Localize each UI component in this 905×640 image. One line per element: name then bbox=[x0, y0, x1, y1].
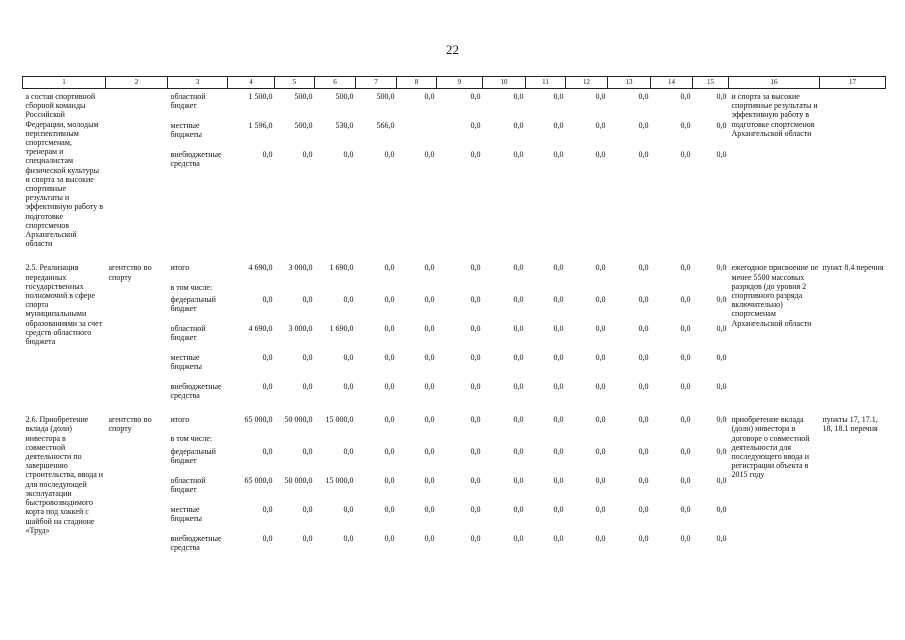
value-cell-col-4: 4 690,0 bbox=[248, 263, 273, 273]
value-cell-col-12: 0,0 bbox=[595, 323, 606, 333]
value-cell-col-6: 0,0 bbox=[343, 446, 354, 456]
value-cell-col-8: 0,0 bbox=[424, 323, 435, 333]
reference-cell: пункт 8.4 перечня bbox=[822, 263, 884, 273]
value-cell-col-5: 3 000,0 bbox=[288, 263, 313, 273]
funding-source-cell bbox=[168, 260, 228, 291]
value-cell-col-5: 0,0 bbox=[302, 294, 313, 304]
value-cell-col-12: 0,0 bbox=[595, 294, 606, 304]
indicator-cell: и спорта за высокие спортивные результаты и эффективную работу в подготовке спортсменов Архангельской области bbox=[731, 92, 818, 138]
value-cell-col-14: 0,0 bbox=[680, 120, 691, 130]
column-number-17: 17 bbox=[820, 77, 886, 89]
value-cell-col-11: 0,0 bbox=[553, 263, 564, 273]
value-cell-col-14: 0,0 bbox=[680, 475, 691, 485]
value-cell-col-14: 0,0 bbox=[680, 381, 691, 391]
value-cell-col-8: 0,0 bbox=[424, 415, 435, 425]
funding-source-cell bbox=[168, 379, 228, 400]
value-cell-col-7: 0,0 bbox=[384, 294, 395, 304]
value-cell-col-5: 3 000,0 bbox=[288, 323, 313, 333]
table-body bbox=[23, 89, 886, 553]
value-cell-col-14: 0,0 bbox=[680, 446, 691, 456]
column-number-3: 3 bbox=[168, 77, 228, 89]
value-cell-col-10: 0,0 bbox=[513, 323, 524, 333]
funding-source-label: итого bbox=[170, 415, 190, 425]
funding-source-label: внебюджетные средства bbox=[170, 533, 222, 552]
funding-source-cell bbox=[168, 473, 228, 502]
value-cell-col-11: 0,0 bbox=[553, 475, 564, 485]
value-cell-col-15: 0,0 bbox=[716, 446, 727, 456]
including-label: в том числе: bbox=[170, 434, 213, 444]
value-cell-col-10: 0,0 bbox=[513, 294, 524, 304]
column-number-8: 8 bbox=[397, 77, 437, 89]
value-cell-col-14: 0,0 bbox=[680, 294, 691, 304]
funding-source-cell bbox=[168, 292, 228, 321]
value-cell-col-12: 0,0 bbox=[595, 120, 606, 130]
value-cell-col-9: 0,0 bbox=[470, 381, 481, 391]
value-cell-col-15: 0,0 bbox=[716, 352, 727, 362]
funding-source-label: местные бюджеты bbox=[170, 120, 203, 139]
column-number-11: 11 bbox=[526, 77, 566, 89]
value-cell-col-12: 0,0 bbox=[595, 475, 606, 485]
value-cell-col-6: 1 690,0 bbox=[329, 323, 354, 333]
value-cell-col-15: 0,0 bbox=[716, 533, 727, 543]
value-cell-col-9: 0,0 bbox=[470, 475, 481, 485]
including-label: в том числе: bbox=[170, 282, 213, 292]
value-cell-col-6: 500,0 bbox=[335, 92, 354, 101]
column-number-15: 15 bbox=[693, 77, 729, 89]
reference-cell: пункты 17, 17.1, 18, 18.1 перечня bbox=[822, 415, 878, 434]
funding-source-label: итого bbox=[170, 263, 190, 273]
column-number-16: 16 bbox=[729, 77, 820, 89]
value-cell-col-6: 0,0 bbox=[343, 294, 354, 304]
value-cell-col-15: 0,0 bbox=[716, 415, 727, 425]
value-cell-col-4: 65 000,0 bbox=[244, 475, 273, 485]
column-number-10: 10 bbox=[483, 77, 526, 89]
column-number-7: 7 bbox=[356, 77, 397, 89]
value-cell-col-11: 0,0 bbox=[553, 92, 564, 101]
value-cell-col-5: 50 000,0 bbox=[284, 415, 313, 425]
value-cell-col-8: 0,0 bbox=[424, 381, 435, 391]
value-cell-col-15: 0,0 bbox=[716, 323, 727, 333]
value-cell-col-13: 0,0 bbox=[638, 294, 649, 304]
value-cell-col-11: 0,0 bbox=[553, 352, 564, 362]
value-cell-col-14: 0,0 bbox=[680, 149, 691, 159]
value-cell-col-4: 0,0 bbox=[262, 294, 273, 304]
value-cell-col-13: 0,0 bbox=[638, 381, 649, 391]
column-number-5: 5 bbox=[275, 77, 315, 89]
value-cell-col-13: 0,0 bbox=[638, 92, 649, 101]
value-cell-col-6: 0,0 bbox=[343, 149, 354, 159]
value-cell-col-11: 0,0 bbox=[553, 294, 564, 304]
value-cell-col-6: 0,0 bbox=[343, 352, 354, 362]
value-cell-col-14: 0,0 bbox=[680, 263, 691, 273]
value-cell-col-8: 0,0 bbox=[424, 504, 435, 514]
value-cell-col-14: 0,0 bbox=[680, 533, 691, 543]
funding-source-label: внебюджетные средства bbox=[170, 149, 222, 168]
value-cell-col-6: 15 000,0 bbox=[325, 475, 354, 485]
spacer-cell bbox=[23, 248, 886, 260]
value-cell-col-9: 0,0 bbox=[470, 415, 481, 425]
value-cell-col-7: 500,0 bbox=[376, 92, 395, 101]
block-spacer bbox=[23, 248, 886, 260]
value-cell-col-13: 0,0 bbox=[638, 263, 649, 273]
executor-cell bbox=[106, 89, 168, 249]
value-cell-col-6: 1 690,0 bbox=[329, 263, 354, 273]
funding-source-cell bbox=[168, 502, 228, 531]
value-cell-col-7: 0,0 bbox=[384, 149, 395, 159]
value-cell-col-7: 0,0 bbox=[384, 446, 395, 456]
value-cell-col-8: 0,0 bbox=[424, 149, 435, 159]
value-cell-col-14: 0,0 bbox=[680, 323, 691, 333]
value-cell-col-10: 0,0 bbox=[513, 381, 524, 391]
funding-source-cell bbox=[168, 444, 228, 473]
value-cell-col-9: 0,0 bbox=[470, 533, 481, 543]
value-cell-col-13: 0,0 bbox=[638, 475, 649, 485]
value-cell-col-9: 0,0 bbox=[470, 352, 481, 362]
value-cell-col-10: 0,0 bbox=[513, 149, 524, 159]
block-spacer bbox=[23, 400, 886, 412]
funding-source-cell bbox=[168, 350, 228, 379]
value-cell-col-14: 0,0 bbox=[680, 415, 691, 425]
value-cell-col-9: 0,0 bbox=[470, 120, 481, 130]
value-cell-col-11: 0,0 bbox=[553, 381, 564, 391]
value-cell-col-7: 0,0 bbox=[384, 533, 395, 543]
value-cell-col-15: 0,0 bbox=[716, 149, 727, 159]
value-cell-col-10: 0,0 bbox=[513, 263, 524, 273]
value-cell-col-10: 0,0 bbox=[513, 475, 524, 485]
value-cell-col-8: 0,0 bbox=[424, 475, 435, 485]
value-cell-col-12: 0,0 bbox=[595, 415, 606, 425]
value-cell-col-7: 0,0 bbox=[384, 323, 395, 333]
value-cell-col-7: 0,0 bbox=[384, 352, 395, 362]
value-cell-col-10: 0,0 bbox=[513, 352, 524, 362]
value-cell-col-12: 0,0 bbox=[595, 352, 606, 362]
funding-source-label: областной бюджет bbox=[170, 92, 206, 111]
value-cell-col-8: 0,0 bbox=[424, 263, 435, 273]
value-cell-col-7: 0,0 bbox=[384, 504, 395, 514]
indicator-cell: приобретение вклада (доли) инвестора в договоре о совместной деятельности для последующего ввода и регистрации объекта в 2015 году bbox=[731, 415, 810, 480]
value-cell-col-12: 0,0 bbox=[595, 92, 606, 101]
value-cell-col-15: 0,0 bbox=[716, 263, 727, 273]
value-cell-col-5: 0,0 bbox=[302, 352, 313, 362]
value-cell-col-5: 0,0 bbox=[302, 149, 313, 159]
value-cell-col-4: 0,0 bbox=[262, 149, 273, 159]
value-cell-col-13: 0,0 bbox=[638, 504, 649, 514]
executor-cell: агентство по спорту bbox=[108, 415, 152, 434]
value-cell-col-13: 0,0 bbox=[638, 120, 649, 130]
column-number-2: 2 bbox=[106, 77, 168, 89]
program-table bbox=[22, 76, 886, 552]
value-cell-col-6: 0,0 bbox=[343, 533, 354, 543]
column-number-12: 12 bbox=[566, 77, 608, 89]
value-cell-col-5: 0,0 bbox=[302, 446, 313, 456]
value-cell-col-8: 0,0 bbox=[424, 352, 435, 362]
column-number-14: 14 bbox=[651, 77, 693, 89]
value-cell-col-12: 0,0 bbox=[595, 263, 606, 273]
value-cell-col-9: 0,0 bbox=[470, 294, 481, 304]
table-row bbox=[23, 412, 886, 443]
executor-cell: агентство по спорту bbox=[108, 263, 152, 282]
value-cell-col-15: 0,0 bbox=[716, 381, 727, 391]
value-cell-col-12: 0,0 bbox=[595, 149, 606, 159]
funding-source-cell bbox=[168, 531, 228, 552]
funding-source-cell bbox=[168, 118, 228, 147]
page-number: 22 bbox=[446, 42, 459, 57]
value-cell-col-13: 0,0 bbox=[638, 533, 649, 543]
value-cell-col-4: 0,0 bbox=[262, 381, 273, 391]
value-cell-col-5: 50 000,0 bbox=[284, 475, 313, 485]
value-cell-col-14: 0,0 bbox=[680, 352, 691, 362]
value-cell-col-5: 0,0 bbox=[302, 533, 313, 543]
value-cell-col-12: 0,0 bbox=[595, 504, 606, 514]
funding-source-label: областной бюджет bbox=[170, 323, 206, 343]
value-cell-col-5: 0,0 bbox=[302, 504, 313, 514]
value-cell-col-15: 0,0 bbox=[716, 294, 727, 304]
funding-source-label: внебюджетные средства bbox=[170, 381, 222, 401]
value-cell-col-6: 0,0 bbox=[343, 381, 354, 391]
value-cell-col-10: 0,0 bbox=[513, 504, 524, 514]
value-cell-col-11: 0,0 bbox=[553, 415, 564, 425]
value-cell-col-9: 0,0 bbox=[470, 92, 481, 101]
value-cell-col-9: 0,0 bbox=[470, 323, 481, 333]
value-cell-col-5: 0,0 bbox=[302, 381, 313, 391]
measure-cell: 2.5. Реализация переданных государственных полномочий в сфере спорта муниципальными образованиями за счет средств областного бюджета bbox=[25, 263, 103, 347]
value-cell-col-4: 0,0 bbox=[262, 446, 273, 456]
value-cell-col-8: 0,0 bbox=[424, 294, 435, 304]
measure-cell: а состав спортивной сборной команды Российской Федерации, молодым перспективным спортсменам, тренерам и специалистам физической культуры и спорта за высокие спортивные результаты и эффективную работу в подготовке спортсменов Архангельской области bbox=[25, 92, 104, 249]
value-cell-col-10: 0,0 bbox=[513, 446, 524, 456]
table-row bbox=[23, 89, 886, 118]
value-cell-col-7: 0,0 bbox=[384, 381, 395, 391]
value-cell-col-10: 0,0 bbox=[513, 415, 524, 425]
value-cell-col-11: 0,0 bbox=[553, 120, 564, 130]
funding-source-cell bbox=[168, 321, 228, 350]
indicator-cell: ежегодное присвоение не менее 5500 массовых разрядов (до уровня 2 спортивного разряда включительно) спортсменам Архангельской области bbox=[731, 263, 819, 328]
value-cell-col-15: 0,0 bbox=[716, 475, 727, 485]
value-cell-col-8: 0,0 bbox=[424, 92, 435, 101]
value-cell-col-5: 500,0 bbox=[294, 92, 313, 101]
value-cell-col-11: 0,0 bbox=[553, 533, 564, 543]
funding-source-label: федеральный бюджет bbox=[170, 446, 216, 465]
value-cell-col-13: 0,0 bbox=[638, 323, 649, 333]
funding-source-label: федеральный бюджет bbox=[170, 294, 216, 314]
funding-source-cell bbox=[168, 412, 228, 443]
value-cell-col-8: 0,0 bbox=[424, 446, 435, 456]
column-number-6: 6 bbox=[315, 77, 356, 89]
value-cell-col-12: 0,0 bbox=[595, 533, 606, 543]
value-cell-col-10: 0,0 bbox=[513, 533, 524, 543]
measure-cell: 2.6. Приобретение вклада (доли) инвестора в совместной деятельности по завершению строительства, ввода и для последующей эксплуатации быстровозводимого корта под хоккей с шайбой на стадионе «Труд» bbox=[25, 415, 104, 535]
funding-source-cell bbox=[168, 147, 228, 249]
value-cell-col-11: 0,0 bbox=[553, 149, 564, 159]
value-cell-col-15: 0,0 bbox=[716, 504, 727, 514]
value-cell-col-5: 500,0 bbox=[294, 120, 313, 130]
value-cell-col-14: 0,0 bbox=[680, 504, 691, 514]
value-cell-col-4: 65 000,0 bbox=[244, 415, 273, 425]
column-number-4: 4 bbox=[228, 77, 275, 89]
value-cell-col-4: 0,0 bbox=[262, 533, 273, 543]
value-cell-col-9: 0,0 bbox=[470, 263, 481, 273]
value-cell-col-13: 0,0 bbox=[638, 415, 649, 425]
value-cell-col-8: 0,0 bbox=[424, 533, 435, 543]
value-cell-col-11: 0,0 bbox=[553, 446, 564, 456]
value-cell-col-6: 0,0 bbox=[343, 504, 354, 514]
value-cell-col-7: 0,0 bbox=[384, 415, 395, 425]
value-cell-col-12: 0,0 bbox=[595, 381, 606, 391]
value-cell-col-11: 0,0 bbox=[553, 504, 564, 514]
value-cell-col-7: 0,0 bbox=[384, 263, 395, 273]
value-cell-col-6: 530,0 bbox=[335, 120, 354, 130]
value-cell-col-8 bbox=[397, 118, 437, 147]
column-numbers-row bbox=[23, 77, 886, 89]
value-cell-col-13: 0,0 bbox=[638, 149, 649, 159]
value-cell-col-7: 0,0 bbox=[384, 475, 395, 485]
value-cell-col-12: 0,0 bbox=[595, 446, 606, 456]
column-number-9: 9 bbox=[437, 77, 483, 89]
value-cell-col-9: 0,0 bbox=[470, 446, 481, 456]
value-cell-col-4: 1 596,0 bbox=[248, 120, 273, 130]
value-cell-col-14: 0,0 bbox=[680, 92, 691, 101]
reference-cell bbox=[820, 89, 886, 249]
value-cell-col-4: 4 690,0 bbox=[248, 323, 273, 333]
table-row bbox=[23, 260, 886, 291]
value-cell-col-13: 0,0 bbox=[638, 446, 649, 456]
value-cell-col-7: 566,0 bbox=[376, 120, 395, 130]
value-cell-col-4: 1 500,0 bbox=[248, 92, 273, 101]
value-cell-col-9: 0,0 bbox=[470, 149, 481, 159]
funding-source-label: местные бюджеты bbox=[170, 352, 203, 372]
program-table-sheet bbox=[22, 76, 885, 552]
value-cell-col-15: 0,0 bbox=[716, 120, 727, 130]
column-number-1: 1 bbox=[23, 77, 106, 89]
spacer-cell bbox=[23, 400, 886, 412]
value-cell-col-4: 0,0 bbox=[262, 352, 273, 362]
value-cell-col-4: 0,0 bbox=[262, 504, 273, 514]
value-cell-col-11: 0,0 bbox=[553, 323, 564, 333]
value-cell-col-15: 0,0 bbox=[716, 92, 727, 101]
value-cell-col-6: 15 000,0 bbox=[325, 415, 354, 425]
value-cell-col-9: 0,0 bbox=[470, 504, 481, 514]
value-cell-col-13: 0,0 bbox=[638, 352, 649, 362]
funding-source-label: областной бюджет bbox=[170, 475, 206, 494]
value-cell-col-10: 0,0 bbox=[513, 120, 524, 130]
column-number-13: 13 bbox=[608, 77, 651, 89]
funding-source-label: местные бюджеты bbox=[170, 504, 203, 523]
funding-source-cell bbox=[168, 89, 228, 118]
value-cell-col-10: 0,0 bbox=[513, 92, 524, 101]
